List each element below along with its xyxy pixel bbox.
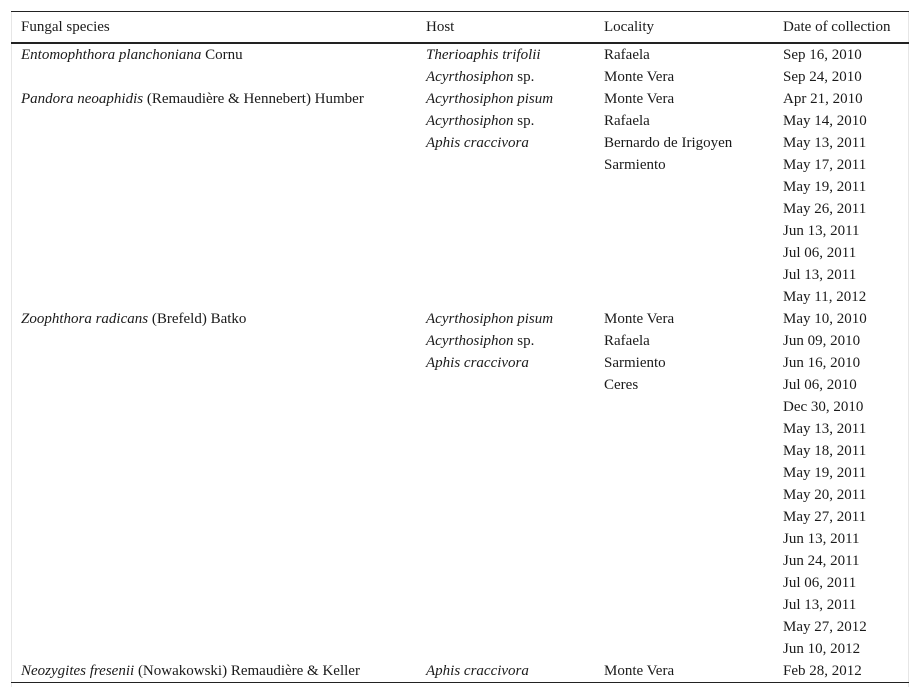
cell-host	[416, 198, 594, 220]
cell-fungal-species	[11, 154, 416, 176]
table-row	[11, 286, 909, 308]
fungal-species-table	[11, 11, 909, 683]
cell-locality: Monte Vera	[604, 311, 675, 327]
table-row	[11, 484, 909, 506]
table-row	[11, 220, 909, 242]
table-row	[11, 528, 909, 550]
cell-host	[416, 638, 594, 660]
species-name: Neozygites fresenii	[21, 663, 135, 679]
cell-fungal-species	[11, 286, 416, 308]
cell-locality	[594, 550, 773, 572]
cell-date-of-collection: Jun 09, 2010	[783, 333, 861, 349]
cell-fungal-species	[11, 43, 416, 66]
table-row	[11, 132, 909, 154]
cell-fungal-species	[11, 396, 416, 418]
cell-fungal-species	[11, 440, 416, 462]
host-name: Acyrthosiphon pisum	[426, 311, 554, 327]
host-suffix: sp.	[513, 69, 535, 85]
cell-fungal-species	[11, 198, 416, 220]
cell-host	[416, 88, 594, 110]
column-header-host: Host	[426, 18, 455, 35]
column-header-locality: Locality	[604, 18, 654, 35]
cell-host	[416, 264, 594, 286]
cell-host	[416, 506, 594, 528]
cell-locality: Rafaela	[604, 47, 650, 63]
cell-host	[416, 286, 594, 308]
cell-host	[416, 550, 594, 572]
cell-fungal-species	[11, 550, 416, 572]
cell-locality: Monte Vera	[604, 91, 675, 107]
cell-host	[416, 462, 594, 484]
table-row	[11, 88, 909, 110]
cell-fungal-species	[11, 88, 416, 110]
cell-date-of-collection: Jun 24, 2011	[783, 553, 860, 569]
table-row	[11, 43, 909, 66]
cell-host	[416, 220, 594, 242]
cell-date-of-collection: Jun 13, 2011	[783, 531, 860, 547]
host-name: Acyrthosiphon	[426, 113, 514, 129]
cell-host	[416, 440, 594, 462]
cell-date-of-collection: Feb 28, 2012	[783, 663, 862, 679]
cell-date-of-collection: May 19, 2011	[783, 179, 867, 195]
cell-locality: Bernardo de Irigoyen	[604, 135, 733, 151]
cell-host	[416, 308, 594, 330]
cell-locality: Sarmiento	[604, 355, 666, 371]
table-row	[11, 616, 909, 638]
cell-date-of-collection: May 10, 2010	[783, 311, 867, 327]
cell-fungal-species	[11, 176, 416, 198]
cell-fungal-species	[11, 132, 416, 154]
host-name: Therioaphis trifolii	[426, 47, 541, 63]
cell-host	[416, 594, 594, 616]
cell-host	[416, 66, 594, 88]
cell-date-of-collection: May 11, 2012	[783, 289, 867, 305]
cell-locality	[594, 242, 773, 264]
cell-fungal-species	[11, 462, 416, 484]
cell-locality	[594, 418, 773, 440]
cell-locality: Monte Vera	[604, 69, 675, 85]
cell-locality: Monte Vera	[604, 663, 675, 679]
cell-locality: Rafaela	[604, 333, 650, 349]
host-name: Acyrthosiphon	[426, 333, 514, 349]
species-authority: (Brefeld) Batko	[148, 311, 247, 327]
table-row	[11, 330, 909, 352]
table-header-row	[11, 12, 909, 44]
cell-fungal-species	[11, 220, 416, 242]
table-row	[11, 660, 909, 683]
table-row	[11, 66, 909, 88]
cell-fungal-species	[11, 506, 416, 528]
cell-date-of-collection: Jul 06, 2011	[783, 575, 857, 591]
table-row	[11, 462, 909, 484]
species-authority: (Nowakowski) Remaudière & Keller	[134, 663, 360, 679]
table-row	[11, 154, 909, 176]
cell-date-of-collection: Jul 06, 2010	[783, 377, 857, 393]
cell-date-of-collection: May 13, 2011	[783, 135, 867, 151]
cell-host	[416, 528, 594, 550]
table-row	[11, 352, 909, 374]
species-name: Zoophthora radicans	[21, 311, 149, 327]
table-row	[11, 440, 909, 462]
cell-fungal-species	[11, 264, 416, 286]
cell-host	[416, 43, 594, 66]
cell-date-of-collection: May 26, 2011	[783, 201, 867, 217]
table-row	[11, 242, 909, 264]
table-row	[11, 176, 909, 198]
cell-locality	[594, 528, 773, 550]
cell-host	[416, 242, 594, 264]
table-row	[11, 594, 909, 616]
cell-fungal-species	[11, 616, 416, 638]
cell-fungal-species	[11, 572, 416, 594]
cell-host	[416, 110, 594, 132]
table-row	[11, 374, 909, 396]
cell-date-of-collection: Jun 16, 2010	[783, 355, 861, 371]
cell-fungal-species	[11, 660, 416, 683]
cell-locality: Ceres	[604, 377, 639, 393]
cell-host	[416, 396, 594, 418]
cell-date-of-collection: May 20, 2011	[783, 487, 867, 503]
cell-date-of-collection: Jul 13, 2011	[783, 597, 857, 613]
cell-host	[416, 176, 594, 198]
cell-host	[416, 374, 594, 396]
cell-locality	[594, 176, 773, 198]
cell-locality	[594, 264, 773, 286]
cell-host	[416, 330, 594, 352]
cell-locality	[594, 440, 773, 462]
table-row	[11, 572, 909, 594]
cell-fungal-species	[11, 594, 416, 616]
host-name: Aphis craccivora	[426, 355, 529, 371]
cell-locality: Rafaela	[604, 113, 650, 129]
species-authority: Cornu	[201, 47, 243, 63]
cell-fungal-species	[11, 110, 416, 132]
table-row	[11, 308, 909, 330]
cell-date-of-collection: May 19, 2011	[783, 465, 867, 481]
cell-date-of-collection: Jun 13, 2011	[783, 223, 860, 239]
table-row	[11, 110, 909, 132]
cell-date-of-collection: May 18, 2011	[783, 443, 867, 459]
cell-locality	[594, 594, 773, 616]
column-header-fungal-species: Fungal species	[21, 18, 110, 35]
cell-locality	[594, 572, 773, 594]
cell-fungal-species	[11, 418, 416, 440]
cell-host	[416, 616, 594, 638]
species-name: Pandora neoaphidis	[21, 91, 144, 107]
table-row	[11, 264, 909, 286]
cell-date-of-collection: Jun 10, 2012	[783, 641, 861, 657]
cell-locality	[594, 198, 773, 220]
cell-fungal-species	[11, 374, 416, 396]
table-row	[11, 550, 909, 572]
host-name: Acyrthosiphon	[426, 69, 514, 85]
cell-date-of-collection: Sep 16, 2010	[783, 47, 862, 63]
host-name: Aphis craccivora	[426, 135, 529, 151]
cell-date-of-collection: Dec 30, 2010	[783, 399, 864, 415]
cell-locality	[594, 638, 773, 660]
cell-host	[416, 418, 594, 440]
cell-date-of-collection: May 13, 2011	[783, 421, 867, 437]
cell-fungal-species	[11, 308, 416, 330]
host-name: Aphis craccivora	[426, 663, 529, 679]
cell-host	[416, 132, 594, 154]
cell-locality	[594, 220, 773, 242]
column-header-date-of-collection: Date of collection	[783, 18, 891, 35]
host-name: Acyrthosiphon pisum	[426, 91, 554, 107]
table-row	[11, 638, 909, 660]
cell-date-of-collection: May 14, 2010	[783, 113, 867, 129]
cell-locality	[594, 506, 773, 528]
cell-fungal-species	[11, 528, 416, 550]
cell-fungal-species	[11, 242, 416, 264]
cell-fungal-species	[11, 638, 416, 660]
host-suffix: sp.	[513, 113, 535, 129]
cell-locality: Sarmiento	[604, 157, 666, 173]
table-row	[11, 396, 909, 418]
cell-locality	[594, 286, 773, 308]
table-body	[11, 43, 909, 683]
cell-fungal-species	[11, 484, 416, 506]
cell-locality	[594, 616, 773, 638]
cell-host	[416, 154, 594, 176]
cell-locality	[594, 396, 773, 418]
table-row	[11, 418, 909, 440]
cell-fungal-species	[11, 66, 416, 88]
cell-date-of-collection: Sep 24, 2010	[783, 69, 862, 85]
cell-locality	[594, 484, 773, 506]
cell-date-of-collection: Jul 13, 2011	[783, 267, 857, 283]
cell-date-of-collection: Jul 06, 2011	[783, 245, 857, 261]
species-name: Entomophthora planchoniana	[21, 47, 202, 63]
cell-date-of-collection: May 27, 2011	[783, 509, 867, 525]
cell-fungal-species	[11, 330, 416, 352]
host-suffix: sp.	[513, 333, 535, 349]
cell-host	[416, 352, 594, 374]
cell-date-of-collection: May 27, 2012	[783, 619, 867, 635]
cell-host	[416, 660, 594, 683]
cell-host	[416, 484, 594, 506]
cell-fungal-species	[11, 352, 416, 374]
cell-date-of-collection: Apr 21, 2010	[783, 91, 863, 107]
table-row	[11, 198, 909, 220]
cell-date-of-collection: May 17, 2011	[783, 157, 867, 173]
cell-locality	[594, 462, 773, 484]
cell-host	[416, 572, 594, 594]
species-authority: (Remaudière & Hennebert) Humber	[143, 91, 364, 107]
table-row	[11, 506, 909, 528]
